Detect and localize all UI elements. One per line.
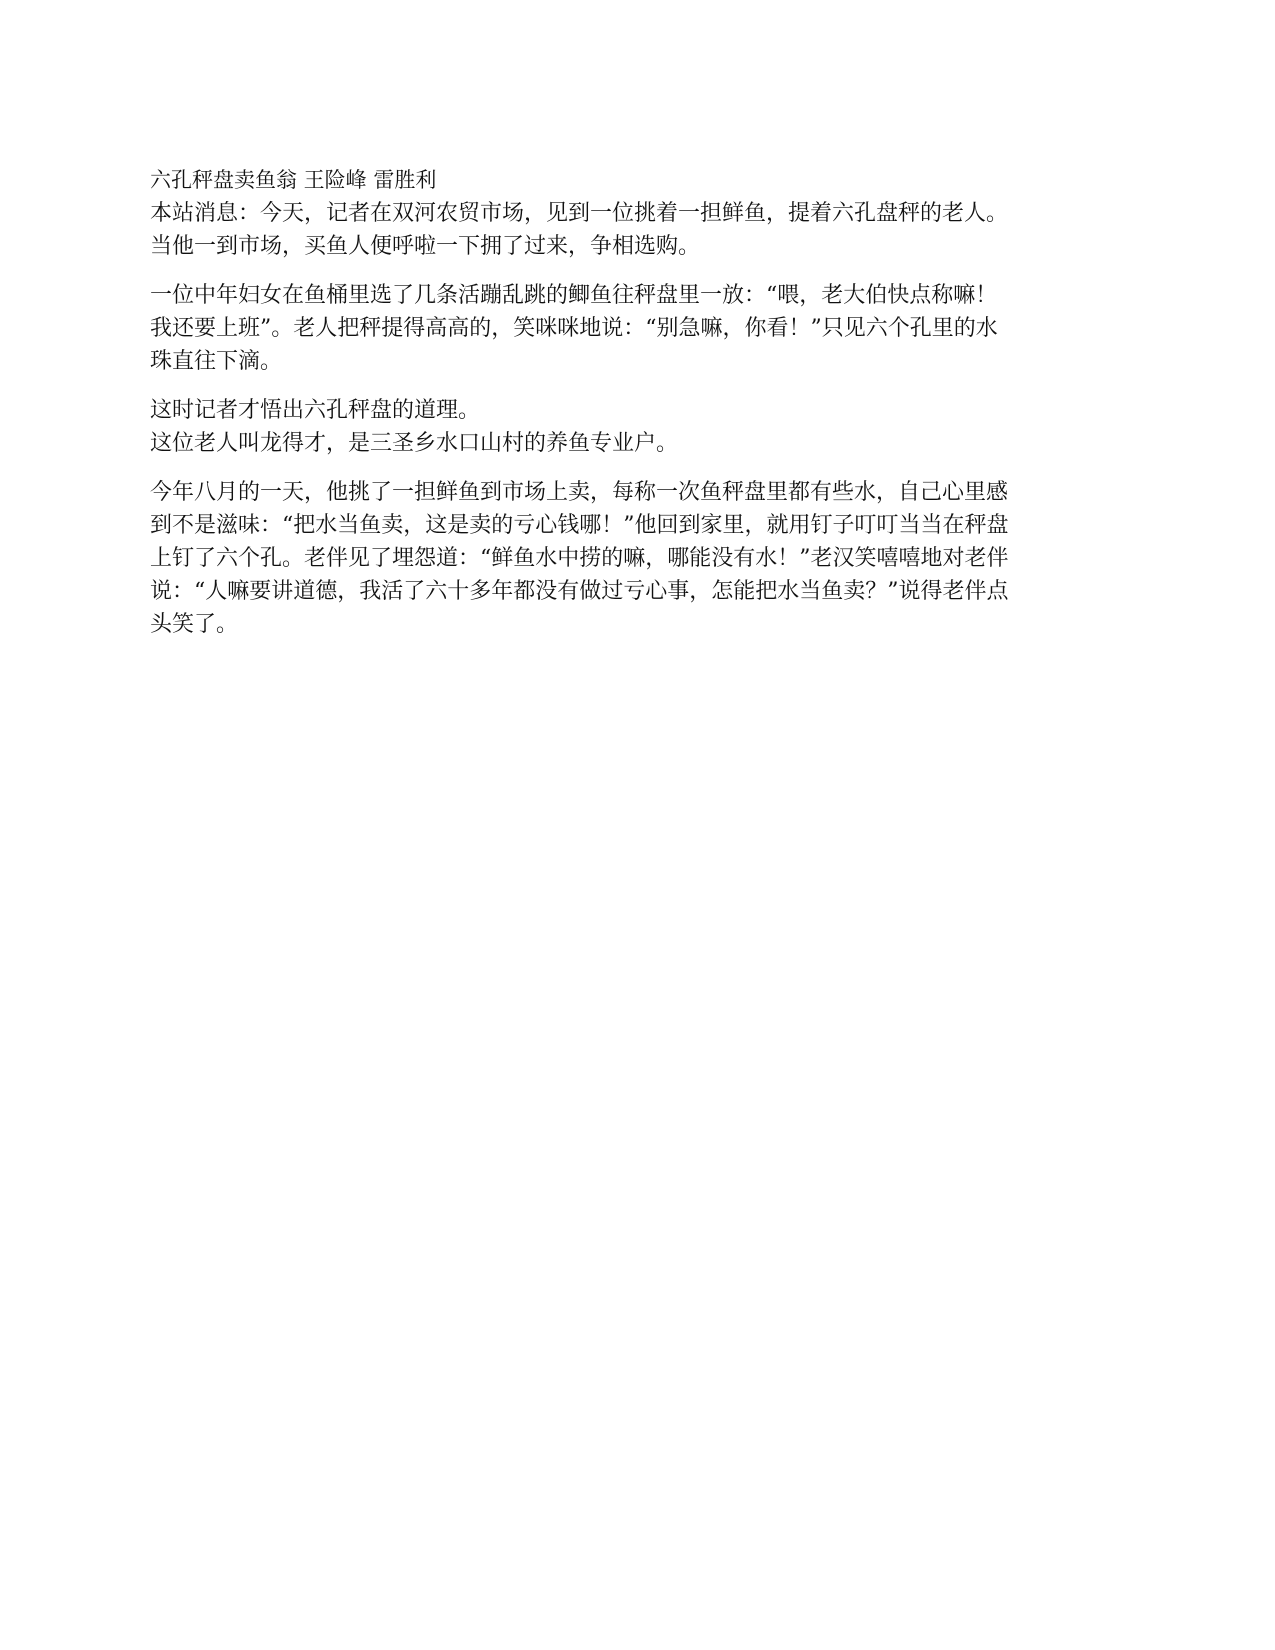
article-title: 六孔秤盘卖鱼翁 王险峰 雷胜利 — [150, 168, 437, 192]
paragraph-4 — [150, 476, 1140, 641]
paragraph-line: 头笑了。 — [150, 612, 239, 637]
paragraph-line: 这时记者才悟出六孔秤盘的道理。 — [150, 398, 481, 423]
paragraph-3 — [150, 394, 1140, 460]
paragraph-line: 本站消息：今天，记者在双河农贸市场，见到一位挑着一担鲜鱼，提着六孔盘秤的老人。 — [150, 201, 1009, 226]
paragraph-line: 上钉了六个孔。老伴见了埋怨道：“鲜鱼水中捞的嘛，哪能没有水！”老汉笑嘻嘻地对老伴 — [150, 546, 1009, 571]
paragraph-line: 到不是滋味：“把水当鱼卖，这是卖的亏心钱哪！”他回到家里，就用钉子叮叮当当在秤盘 — [150, 513, 1009, 538]
paragraph-line: 珠直往下滴。 — [150, 349, 283, 374]
paragraph-line: 当他一到市场，买鱼人便呼啦一下拥了过来，争相选购。 — [150, 234, 701, 259]
paragraph-line: 说：“人嘛要讲道德，我活了六十多年都没有做过亏心事，怎能把水当鱼卖？”说得老伴点 — [150, 579, 1009, 604]
paragraph-line: 一位中年妇女在鱼桶里选了几条活蹦乱跳的鲫鱼往秤盘里一放：“喂，老大伯快点称嘛！ — [150, 283, 998, 308]
document-page — [150, 164, 1140, 641]
paragraph-line: 今年八月的一天，他挑了一担鲜鱼到市场上卖，每称一次鱼秤盘里都有些水，自己心里感 — [150, 480, 1009, 505]
paragraph-line: 我还要上班”。老人把秤提得高高的，笑咪咪地说：“别急嘛，你看！”只见六个孔里的水 — [150, 316, 998, 341]
paragraph-1 — [150, 197, 1140, 263]
paragraph-line: 这位老人叫龙得才，是三圣乡水口山村的养鱼专业户。 — [150, 431, 679, 456]
paragraph-2 — [150, 279, 1140, 378]
